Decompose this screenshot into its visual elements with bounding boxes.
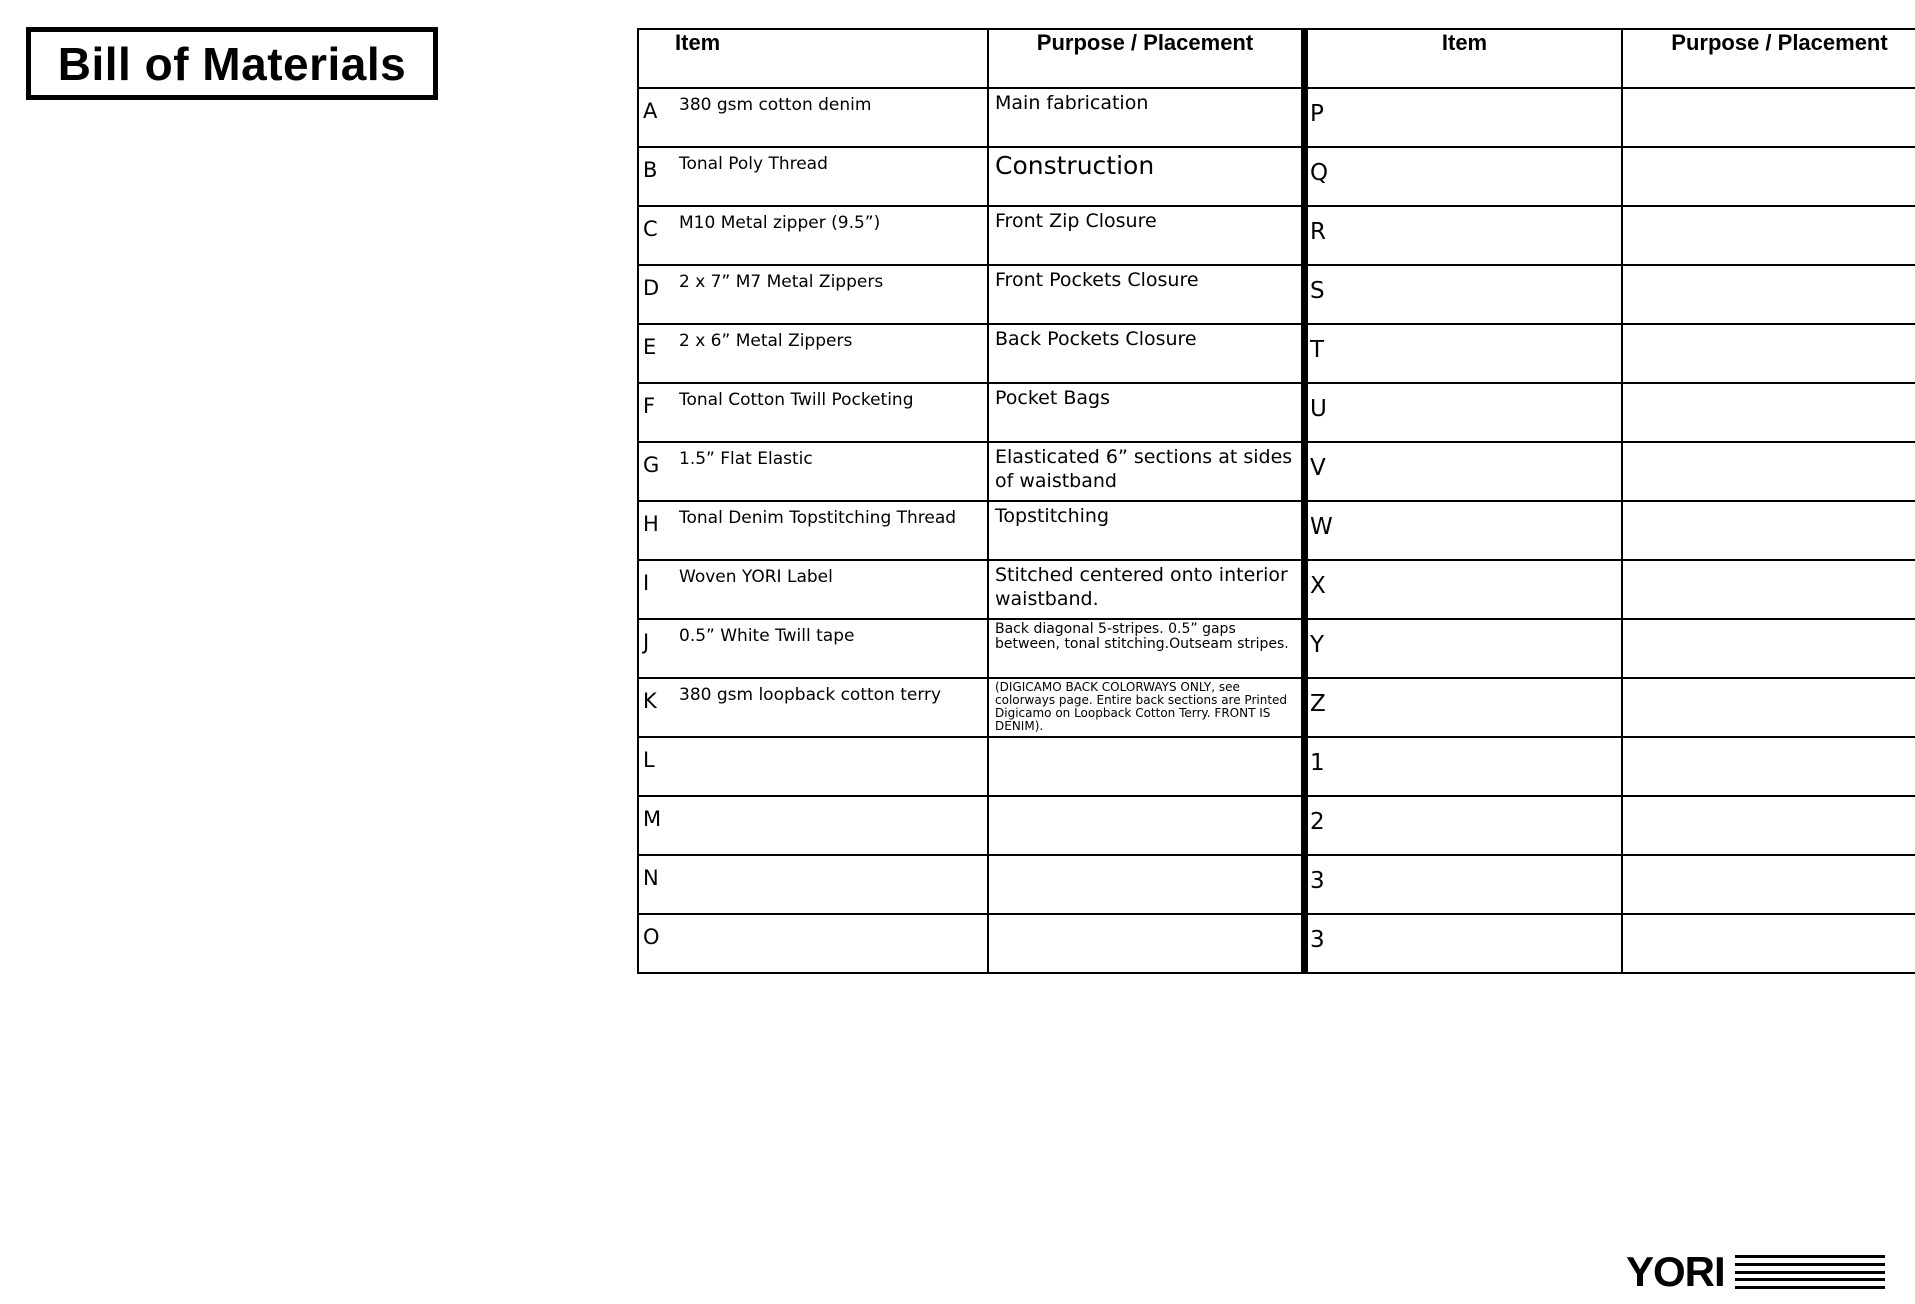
left-purpose: Pocket Bags <box>995 387 1110 409</box>
right-item-cell <box>1305 383 1623 442</box>
left-item: 1.5” Flat Elastic <box>679 449 813 469</box>
left-letter: N <box>643 866 659 890</box>
left-item: 380 gsm cotton denim <box>679 95 872 115</box>
table-row <box>638 914 1915 973</box>
left-purpose-cell <box>988 678 1305 737</box>
right-purpose-cell <box>1622 88 1915 147</box>
right-letter: Q <box>1310 160 1329 186</box>
header-item-2: Item <box>1305 29 1623 88</box>
left-purpose: Elasticated 6” sections at sides of waistband <box>995 446 1293 492</box>
right-purpose <box>1623 148 1915 150</box>
right-letter: T <box>1310 337 1325 363</box>
left-purpose-cell <box>988 855 1305 914</box>
header-purpose-2: Purpose / Placement <box>1622 29 1915 88</box>
left-item-cell <box>638 914 988 973</box>
left-purpose-cell <box>988 206 1305 265</box>
right-letter: 1 <box>1310 750 1325 776</box>
right-item-cell <box>1305 265 1623 324</box>
left-item-cell <box>638 737 988 796</box>
right-item-cell <box>1305 324 1623 383</box>
left-item-cell <box>638 88 988 147</box>
left-purpose: Construction <box>995 151 1155 180</box>
right-purpose <box>1623 89 1915 91</box>
right-purpose-cell <box>1622 442 1915 501</box>
left-letter: I <box>643 571 650 595</box>
left-purpose-cell <box>988 265 1305 324</box>
right-item-cell <box>1305 678 1623 737</box>
table-row <box>638 855 1915 914</box>
left-item: 2 x 6” Metal Zippers <box>679 331 853 351</box>
table-row <box>638 737 1915 796</box>
left-item-cell <box>638 855 988 914</box>
yori-logo <box>1626 1249 1902 1295</box>
right-purpose-cell <box>1622 855 1915 914</box>
right-item-cell <box>1305 442 1623 501</box>
table-row <box>638 678 1915 737</box>
right-letter: 3 <box>1310 868 1325 894</box>
left-item-cell <box>638 265 988 324</box>
right-purpose-cell <box>1622 265 1915 324</box>
left-purpose <box>989 856 1301 858</box>
table-row <box>638 619 1915 678</box>
left-item-cell <box>638 796 988 855</box>
right-purpose <box>1623 207 1915 209</box>
left-letter: K <box>643 689 657 713</box>
logo-stripes-icon <box>1735 1255 1885 1289</box>
left-purpose: Main fabrication <box>995 92 1149 114</box>
left-purpose-cell <box>988 324 1305 383</box>
right-item-cell <box>1305 206 1623 265</box>
right-letter: S <box>1310 278 1325 304</box>
page-title: Bill of Materials <box>57 37 407 90</box>
left-item: Tonal Poly Thread <box>679 154 828 174</box>
left-letter: F <box>643 394 656 418</box>
left-letter: D <box>643 276 660 300</box>
right-letter: V <box>1310 455 1326 481</box>
left-item: Tonal Denim Topstitching Thread <box>679 508 957 528</box>
left-purpose: Stitched centered onto interior waistband. <box>995 564 1288 610</box>
left-letter: E <box>643 335 657 359</box>
left-purpose <box>989 797 1301 799</box>
right-purpose <box>1623 266 1915 268</box>
right-letter: P <box>1310 101 1324 127</box>
logo-text: YORI <box>1626 1248 1725 1295</box>
left-purpose-cell <box>988 383 1305 442</box>
left-letter: O <box>643 925 660 949</box>
right-letter: U <box>1310 396 1327 422</box>
left-item-cell <box>638 619 988 678</box>
right-letter: W <box>1310 514 1333 540</box>
right-purpose-cell <box>1622 678 1915 737</box>
table-row <box>638 501 1915 560</box>
left-purpose-cell <box>988 88 1305 147</box>
left-item-cell <box>638 147 988 206</box>
left-purpose-cell <box>988 501 1305 560</box>
bill-of-materials-table <box>637 28 1915 974</box>
left-purpose: Topstitching <box>995 505 1110 527</box>
left-letter: A <box>643 99 658 123</box>
left-item: Tonal Cotton Twill Pocketing <box>679 390 914 410</box>
left-letter: G <box>643 453 660 477</box>
right-purpose <box>1623 325 1915 327</box>
right-item-cell <box>1305 855 1623 914</box>
right-purpose-cell <box>1622 619 1915 678</box>
right-purpose <box>1623 443 1915 445</box>
table-row <box>638 442 1915 501</box>
left-letter: J <box>643 630 650 654</box>
left-item: Woven YORI Label <box>679 567 833 587</box>
left-purpose-cell <box>988 914 1305 973</box>
right-purpose <box>1623 679 1915 681</box>
left-letter: M <box>643 807 662 831</box>
table-row <box>638 383 1915 442</box>
left-purpose: (DIGICAMO BACK COLORWAYS ONLY, see colorways page. Entire back sections are Printed Digicamo on Loopback Cotton Terry. FRONT IS DENIM). <box>995 680 1288 733</box>
left-letter: C <box>643 217 658 241</box>
right-purpose-cell <box>1622 796 1915 855</box>
left-item: 0.5” White Twill tape <box>679 626 855 646</box>
left-item-cell <box>638 501 988 560</box>
right-purpose-cell <box>1622 383 1915 442</box>
left-purpose-cell <box>988 560 1305 619</box>
right-purpose <box>1623 738 1915 740</box>
right-item-cell <box>1305 147 1623 206</box>
left-item-cell <box>638 324 988 383</box>
left-item: 380 gsm loopback cotton terry <box>679 685 942 705</box>
left-purpose: Front Zip Closure <box>995 210 1157 232</box>
table-header-row <box>638 29 1915 88</box>
left-letter: L <box>643 748 655 772</box>
left-item: 2 x 7” M7 Metal Zippers <box>679 272 884 292</box>
right-purpose-cell <box>1622 206 1915 265</box>
right-purpose-cell <box>1622 560 1915 619</box>
left-letter: B <box>643 158 658 182</box>
right-item-cell <box>1305 619 1623 678</box>
right-purpose <box>1623 797 1915 799</box>
right-letter: X <box>1310 573 1326 599</box>
right-purpose <box>1623 620 1915 622</box>
left-item: M10 Metal zipper (9.5”) <box>679 213 881 233</box>
right-purpose-cell <box>1622 914 1915 973</box>
right-purpose <box>1623 502 1915 504</box>
right-item-cell <box>1305 560 1623 619</box>
left-purpose-cell <box>988 737 1305 796</box>
left-item-cell <box>638 560 988 619</box>
right-item-cell <box>1305 88 1623 147</box>
left-item-cell <box>638 678 988 737</box>
right-purpose <box>1623 561 1915 563</box>
right-item-cell <box>1305 914 1623 973</box>
table-row <box>638 206 1915 265</box>
left-item-cell <box>638 442 988 501</box>
page-title-box <box>26 27 438 100</box>
left-purpose-cell <box>988 619 1305 678</box>
left-purpose-cell <box>988 442 1305 501</box>
table-row <box>638 324 1915 383</box>
left-purpose <box>989 738 1301 740</box>
right-letter: Y <box>1310 632 1325 658</box>
right-letter: R <box>1310 219 1326 245</box>
right-item-cell <box>1305 737 1623 796</box>
table-row <box>638 88 1915 147</box>
right-letter: 2 <box>1310 809 1325 835</box>
right-purpose-cell <box>1622 501 1915 560</box>
right-purpose <box>1623 915 1915 917</box>
table-row <box>638 147 1915 206</box>
left-purpose: Back Pockets Closure <box>995 328 1197 350</box>
right-letter: Z <box>1310 691 1326 717</box>
right-purpose <box>1623 384 1915 386</box>
right-item-cell <box>1305 501 1623 560</box>
left-letter: H <box>643 512 659 536</box>
left-item-cell <box>638 383 988 442</box>
right-item-cell <box>1305 796 1623 855</box>
left-purpose <box>989 915 1301 917</box>
right-purpose-cell <box>1622 324 1915 383</box>
right-purpose-cell <box>1622 147 1915 206</box>
right-purpose <box>1623 856 1915 858</box>
left-purpose: Back diagonal 5-stripes. 0.5” gaps between, tonal stitching.Outseam stripes. <box>995 621 1289 652</box>
header-item: Item <box>638 29 988 88</box>
right-purpose-cell <box>1622 737 1915 796</box>
left-purpose-cell <box>988 796 1305 855</box>
header-purpose: Purpose / Placement <box>988 29 1305 88</box>
table-row <box>638 560 1915 619</box>
table-row <box>638 796 1915 855</box>
right-letter: 3 <box>1310 927 1325 953</box>
left-purpose: Front Pockets Closure <box>995 269 1199 291</box>
left-purpose-cell <box>988 147 1305 206</box>
left-item-cell <box>638 206 988 265</box>
table-row <box>638 265 1915 324</box>
